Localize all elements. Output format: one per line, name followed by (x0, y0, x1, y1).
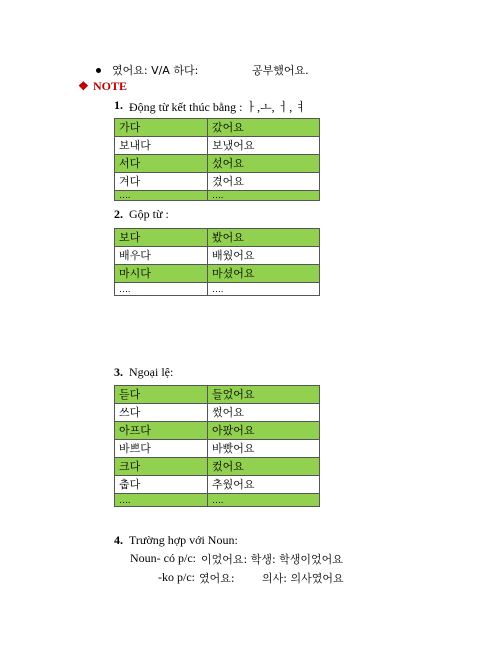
table-cell: 보내다 (115, 137, 208, 155)
table-row (115, 386, 320, 404)
table-cell: 바빴어요 (208, 440, 320, 458)
section-2-title: Gộp từ : (129, 207, 169, 221)
table-cell: 마시다 (115, 265, 208, 283)
table-cell: 아프다 (115, 422, 208, 440)
table-cell: 썼어요 (208, 404, 320, 422)
section-3-number: 3. (114, 365, 123, 379)
section-4-title: Trường hợp với Noun: (129, 533, 238, 547)
table-cell: 섰어요 (208, 155, 320, 173)
noun-rule-vowel-label: -ko p/c: (158, 570, 195, 584)
noun-rule-vowel-ending: 였어요: (199, 572, 235, 585)
section-1-table (114, 118, 320, 201)
table-row (115, 265, 320, 283)
table-cell: 봤어요 (208, 229, 320, 247)
table-row (115, 137, 320, 155)
table-row (115, 155, 320, 173)
section-3-title: Ngoại lệ: (129, 365, 174, 379)
table-row (115, 458, 320, 476)
table-row (115, 229, 320, 247)
section-1-title: Động từ kết thúc bằng : ㅏ,ㅗ, ㅓ, ㅕ (129, 100, 307, 114)
table-row (115, 191, 320, 201)
table-cell: 듣다 (115, 386, 208, 404)
table-cell: 겼어요 (208, 173, 320, 191)
noun-rule-vowel-example: 의사: 의사였어요 (262, 572, 344, 585)
table-cell: 배웠어요 (208, 247, 320, 265)
section-2-number: 2. (114, 207, 123, 221)
table-cell: …. (208, 494, 320, 507)
table-row (115, 440, 320, 458)
table-row (115, 247, 320, 265)
table-cell: 쓰다 (115, 404, 208, 422)
table-cell: 들었어요 (208, 386, 320, 404)
section-4-number: 4. (114, 533, 123, 547)
table-cell: 춥다 (115, 476, 208, 494)
section-2-table (114, 228, 320, 296)
table-cell: …. (208, 283, 320, 296)
table-cell: 크다 (115, 458, 208, 476)
table-cell: 보냈어요 (208, 137, 320, 155)
noun-rule-consonant-label: Noun- có p/c: (130, 551, 196, 565)
table-row (115, 283, 320, 296)
table-cell: 아팠어요 (208, 422, 320, 440)
bullet-example: 공부했어요. (252, 64, 309, 77)
table-cell: 컸어요 (208, 458, 320, 476)
table-cell: …. (115, 283, 208, 296)
table-cell: 보다 (115, 229, 208, 247)
table-cell: 추웠어요 (208, 476, 320, 494)
table-cell: …. (208, 191, 320, 201)
section-1-number: 1. (114, 98, 123, 112)
table-cell: …. (115, 494, 208, 507)
table-cell: 서다 (115, 155, 208, 173)
table-row (115, 404, 320, 422)
table-cell: 겨다 (115, 173, 208, 191)
bullet-text: 였어요: V/A 하다: (112, 64, 199, 77)
note-heading: NOTE (93, 79, 128, 93)
bullet-dot (96, 68, 101, 73)
section-3-table (114, 385, 320, 507)
table-cell: 마셨어요 (208, 265, 320, 283)
table-row (115, 422, 320, 440)
table-row (115, 119, 320, 137)
table-row (115, 494, 320, 507)
table-cell: 배우다 (115, 247, 208, 265)
table-cell: …. (115, 191, 208, 201)
table-cell: 가다 (115, 119, 208, 137)
table-row (115, 476, 320, 494)
table-cell: 바쁘다 (115, 440, 208, 458)
table-cell: 갔어요 (208, 119, 320, 137)
table-row (115, 173, 320, 191)
noun-rule-consonant-example: 이었어요: 학생: 학생이었어요 (201, 553, 343, 566)
note-diamond-icon: ❖ (78, 79, 89, 93)
